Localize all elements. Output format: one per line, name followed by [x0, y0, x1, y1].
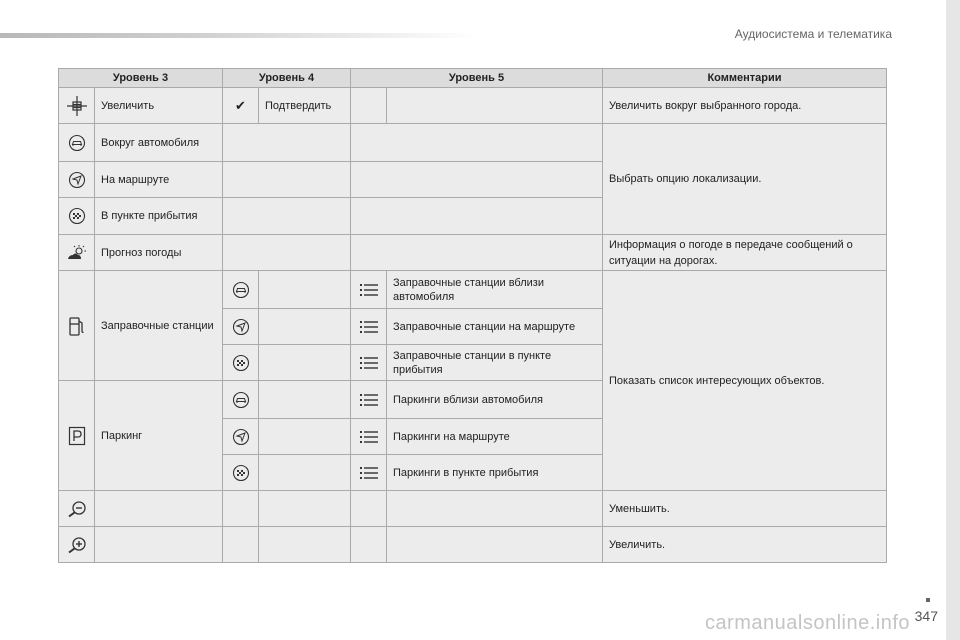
- route-arrow-icon: [223, 309, 259, 345]
- table-header-row: [59, 69, 887, 88]
- level5-label: Паркинги на маршруте: [387, 419, 603, 455]
- level3-label: На маршруте: [95, 162, 223, 198]
- list-icon: [351, 455, 387, 491]
- list-icon: [351, 271, 387, 309]
- table-row: [59, 124, 887, 162]
- watermark: carmanualsonline.info: [704, 612, 910, 634]
- level5-label: Заправочные станции на маршруте: [387, 309, 603, 345]
- level3-label: В пункте прибытия: [95, 198, 223, 235]
- section-title: Аудиосистема и телематика: [734, 27, 892, 41]
- flag-icon: [59, 198, 95, 235]
- page-marker: [926, 598, 930, 602]
- header-decor-bar: [0, 33, 480, 38]
- level5-label: Паркинги в пункте прибытия: [387, 455, 603, 491]
- comment-cell: Уменьшить.: [603, 491, 887, 527]
- table-row: [59, 235, 887, 271]
- flag-icon: [223, 455, 259, 491]
- table-row: [59, 88, 887, 124]
- column-header: Уровень 4: [223, 69, 351, 88]
- parking-icon: [59, 381, 95, 491]
- level5-label: Паркинги вблизи автомобиля: [387, 381, 603, 419]
- page-number: 347: [914, 608, 938, 624]
- comment-cell: Увеличить.: [603, 527, 887, 563]
- menu-table: [58, 68, 887, 563]
- zoom-out-icon: [59, 491, 95, 527]
- page-edge-strip: [946, 0, 960, 640]
- level3-label: Паркинг: [95, 381, 223, 491]
- comment-cell: Показать список интересующих объектов.: [603, 271, 887, 491]
- level3-label: Вокруг автомобиля: [95, 124, 223, 162]
- flag-icon: [223, 345, 259, 381]
- level5-label: Заправочные станции вблизи автомобиля: [387, 271, 603, 309]
- car-icon: [223, 271, 259, 309]
- column-header: Комментарии: [603, 69, 887, 88]
- list-icon: [351, 309, 387, 345]
- list-icon: [351, 381, 387, 419]
- level4-label: Подтвердить: [259, 88, 351, 124]
- zoom-crosshair-icon: [59, 88, 95, 124]
- level3-label: Заправочные станции: [95, 271, 223, 381]
- column-header: Уровень 5: [351, 69, 603, 88]
- car-icon: [59, 124, 95, 162]
- level3-label: Увеличить: [95, 88, 223, 124]
- table-row: [59, 491, 887, 527]
- table-row: [59, 527, 887, 563]
- level3-label: Прогноз погоды: [95, 235, 223, 271]
- list-icon: [351, 419, 387, 455]
- weather-icon: [59, 235, 95, 271]
- fuel-pump-icon: [59, 271, 95, 381]
- zoom-in-icon: [59, 527, 95, 563]
- comment-cell: Информация о погоде в передаче сообщений о ситуации на дорогах.: [603, 235, 887, 271]
- list-icon: [351, 345, 387, 381]
- table-row: [59, 271, 887, 309]
- comment-cell: Увеличить вокруг выбранного города.: [603, 88, 887, 124]
- route-arrow-icon: [59, 162, 95, 198]
- comment-cell: Выбрать опцию локализации.: [603, 124, 887, 235]
- checkmark-icon: ✔: [223, 88, 259, 124]
- car-icon: [223, 381, 259, 419]
- column-header: Уровень 3: [59, 69, 223, 88]
- route-arrow-icon: [223, 419, 259, 455]
- level5-label: Заправочные станции в пункте прибытия: [387, 345, 603, 381]
